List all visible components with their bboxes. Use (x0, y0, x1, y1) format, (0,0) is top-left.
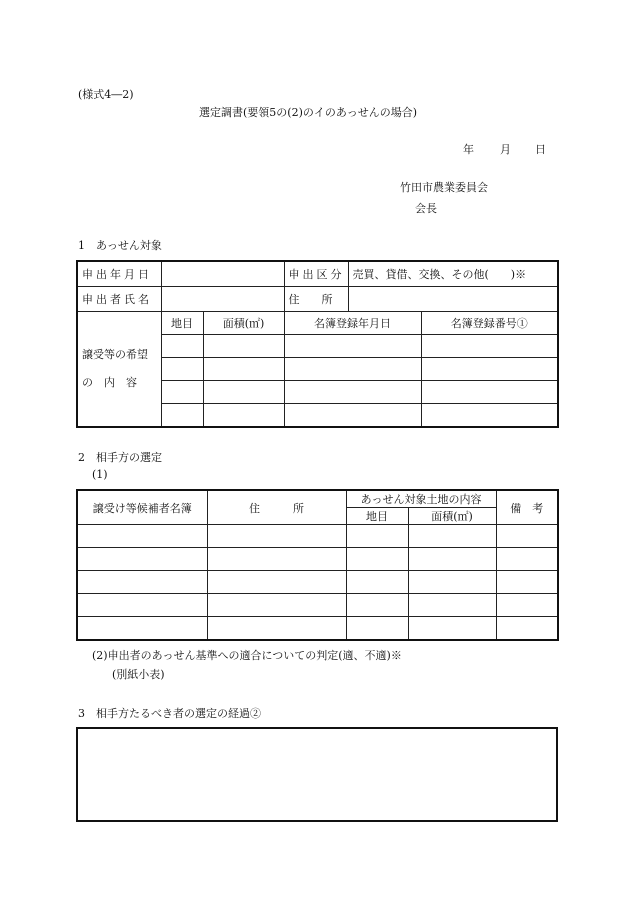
col-remarks: 備 考 (496, 490, 558, 525)
addressee: 竹田市農業委員会 (400, 181, 488, 194)
form-number: (様式4―2) (78, 88, 134, 101)
table-row (77, 548, 558, 571)
application-date-field[interactable] (161, 261, 284, 286)
col-land-group: あっせん対象土地の内容 (346, 490, 496, 508)
document-title: 選定調書(要領5の(2)のイのあっせんの場合) (199, 106, 418, 119)
application-type-label: 申出区分 (284, 261, 348, 286)
table-row (77, 594, 558, 617)
col-area: 面積(㎡) (408, 508, 496, 525)
col-registration-date: 名簿登録年月日 (284, 311, 421, 334)
wish-content-label: 譲受等の希望 の 内 容 (77, 311, 161, 427)
col-land-type: 地目 (161, 311, 203, 334)
address-field[interactable] (348, 286, 558, 311)
section1-table (76, 260, 559, 428)
addressee-title: 会長 (415, 202, 437, 215)
section1-heading: 1 あっせん対象 (78, 239, 162, 252)
address-label: 住 所 (284, 286, 348, 311)
section2-sub2-note: (別紙小表) (112, 668, 165, 681)
section2-table (76, 489, 559, 641)
date-year-label: 年 (463, 143, 474, 156)
section2-heading: 2 相手方の選定 (78, 451, 162, 464)
section2-sub1: (1) (92, 468, 108, 481)
applicant-name-field[interactable] (161, 286, 284, 311)
table-row (77, 525, 558, 548)
table-row (77, 571, 558, 594)
col-registration-number: 名簿登録番号① (421, 311, 558, 334)
col-area: 面積(㎡) (203, 311, 284, 334)
section3-heading: 3 相手方たるべき者の選定の経過② (78, 707, 261, 720)
selection-process-box[interactable] (76, 727, 558, 822)
application-type-value[interactable]: 売買、貸借、交換、その他( )※ (348, 261, 558, 286)
col-address: 住 所 (207, 490, 346, 525)
table-row (77, 617, 558, 641)
date-day-label: 日 (535, 143, 546, 156)
col-candidates: 譲受け等候補者名簿 (77, 490, 207, 525)
applicant-name-label: 申出者氏名 (77, 286, 161, 311)
application-date-label: 申出年月日 (77, 261, 161, 286)
section2-sub2: (2)申出者のあっせん基準への適合についての判定(適、不適)※ (92, 649, 402, 662)
date-month-label: 月 (500, 143, 511, 156)
col-land-type: 地目 (346, 508, 408, 525)
